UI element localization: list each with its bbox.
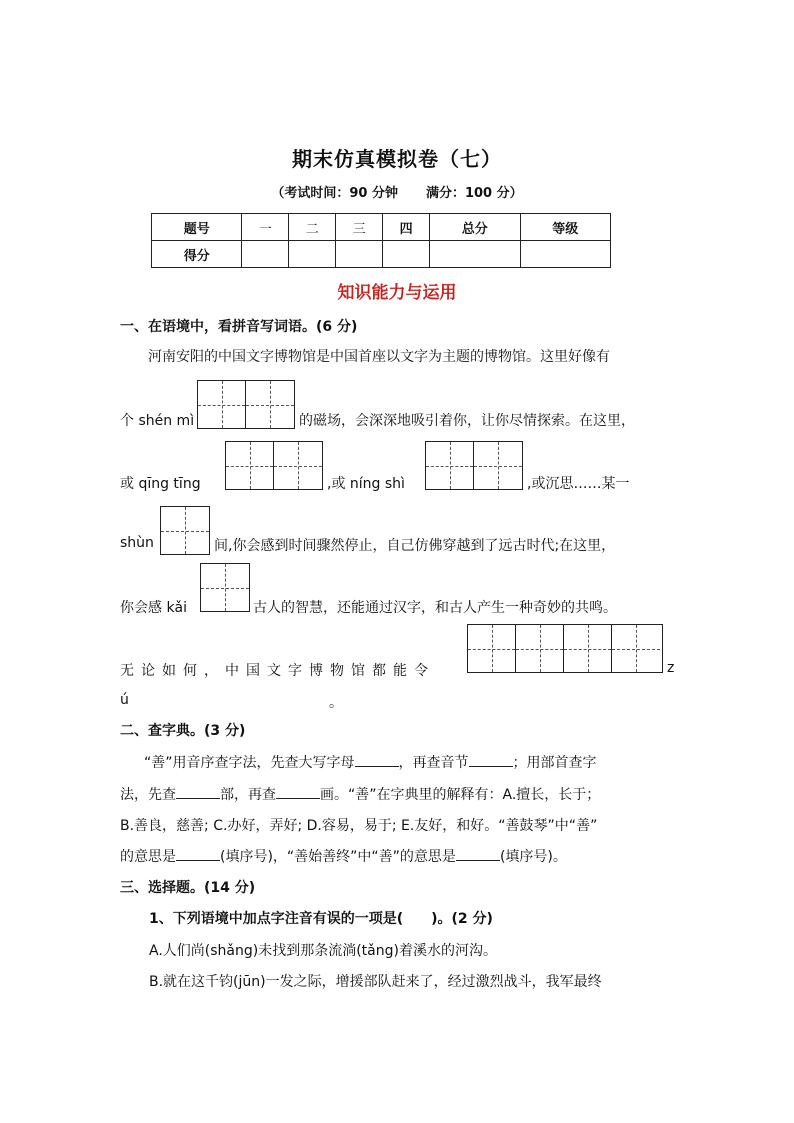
q2-text: 部，再查 [220, 787, 276, 803]
q2-line3: B.善良，慈善; C.办好，弄好; D.容易，易于; E.友好，和好。“善鼓琴”中“善” [120, 818, 598, 834]
exam-time: （考试时间：90 分钟 [271, 186, 398, 201]
answer-blank-syllable[interactable] [469, 752, 513, 767]
score-table-cell: 二 [289, 214, 336, 241]
score-table-cell: 总分 [430, 214, 520, 241]
score-input-cell[interactable] [289, 241, 336, 268]
q1-pinyin-qingting: 或 qīng tīng [120, 476, 201, 492]
answer-grid-shenmi[interactable] [197, 380, 295, 429]
q2-text: (填序号)。 [499, 849, 567, 865]
q1-line3-text: ,或沉思……某一 [527, 476, 630, 492]
answer-blank-radical[interactable] [176, 784, 220, 799]
answer-blank-meaning1[interactable] [176, 846, 220, 861]
q1-line4-text: 间,你会感到时间骤然停止，自己仿佛穿越到了远古时代;在这里， [214, 538, 616, 554]
score-table-cell: 得分 [152, 241, 242, 268]
q1-line5-text: 古人的智慧，还能通过汉字，和古人产生一种奇妙的共鸣。 [253, 600, 617, 616]
score-input-cell[interactable] [242, 241, 289, 268]
q3-sub1: 1、下列语境中加点字注音有误的一项是( )。(2 分) [149, 911, 493, 927]
q2-line1 [144, 752, 597, 772]
q1-line7-start: ú [120, 692, 129, 708]
score-input-cell[interactable] [430, 241, 520, 268]
score-input-cell[interactable] [520, 241, 611, 268]
answer-grid-final[interactable] [467, 624, 663, 673]
q2-text: “善”用音序查字法，先查大写字母 [144, 755, 355, 771]
answer-blank-letter[interactable] [355, 752, 399, 767]
q2-text: 法，先查 [120, 787, 176, 803]
q2-line2 [120, 784, 600, 804]
answer-grid-qingting[interactable] [225, 441, 323, 490]
score-table-cell: 四 [383, 214, 430, 241]
q1-line2-text: 的磁场，会深深地吸引着你，让你尽情探索。在这里， [299, 413, 635, 429]
q1-line6-end: z [667, 660, 675, 676]
q2-text: ；用部首查字 [512, 755, 597, 771]
q3-option-a: A.人们尚(shǎng)未找到那条流淌(tǎng)着溪水的河沟。 [149, 943, 497, 959]
answer-blank-strokes[interactable] [276, 784, 320, 799]
score-input-cell[interactable] [336, 241, 383, 268]
score-table-cell: 题号 [152, 214, 242, 241]
score-input-cell[interactable] [383, 241, 430, 268]
q2-line4 [120, 846, 567, 866]
answer-grid-kai[interactable] [200, 563, 250, 612]
score-table-cell: 等级 [520, 214, 611, 241]
answer-blank-meaning2[interactable] [456, 846, 500, 861]
answer-grid-shun[interactable] [160, 506, 210, 555]
q1-pinyin-shun: shùn [120, 535, 154, 551]
score-table-cell: 三 [336, 214, 383, 241]
q1-heading: 一、在语境中，看拼音写词语。(6 分) [120, 319, 358, 335]
page-title: 期末仿真模拟卷（七） [292, 147, 502, 171]
q1-pinyin-ningshi: ,或 níng shì [327, 476, 405, 492]
answer-grid-ningshi[interactable] [425, 441, 523, 490]
q1-pinyin-shenmi: 个 shén mì [120, 413, 195, 429]
score-table [151, 213, 611, 268]
q3-option-b: B.就在这千钧(jūn)一发之际，增援部队赶来了，经过激烈战斗，我军最终 [149, 974, 602, 990]
q2-text: ，再查音节 [398, 755, 469, 771]
exam-info [0, 182, 794, 201]
score-table-score-row [152, 241, 611, 268]
score-table-header-row [152, 214, 611, 241]
q1-line7-end: 。 [329, 695, 343, 711]
q3-heading: 三、选择题。(14 分) [120, 880, 256, 896]
q2-text: 画。“善”在字典里的解释有：A.擅长，长于； [320, 787, 601, 803]
q1-line1: 河南安阳的中国文字博物馆是中国首座以文字为主题的博物馆。这里好像有 [148, 349, 610, 365]
q2-text: (填序号)，“善始善终”中“善”的意思是 [220, 849, 456, 865]
q1-line6-text: 无论如何，中国文字博物馆都能令 [120, 663, 435, 679]
q2-text: 的意思是 [120, 849, 176, 865]
q1-pinyin-kai: 你会感 kǎi [120, 600, 188, 616]
score-table-cell: 一 [242, 214, 289, 241]
q2-heading: 二、查字典。(3 分) [120, 723, 246, 739]
exam-full-score: 满分：100 分） [425, 186, 523, 201]
section-title: 知识能力与运用 [337, 283, 457, 303]
